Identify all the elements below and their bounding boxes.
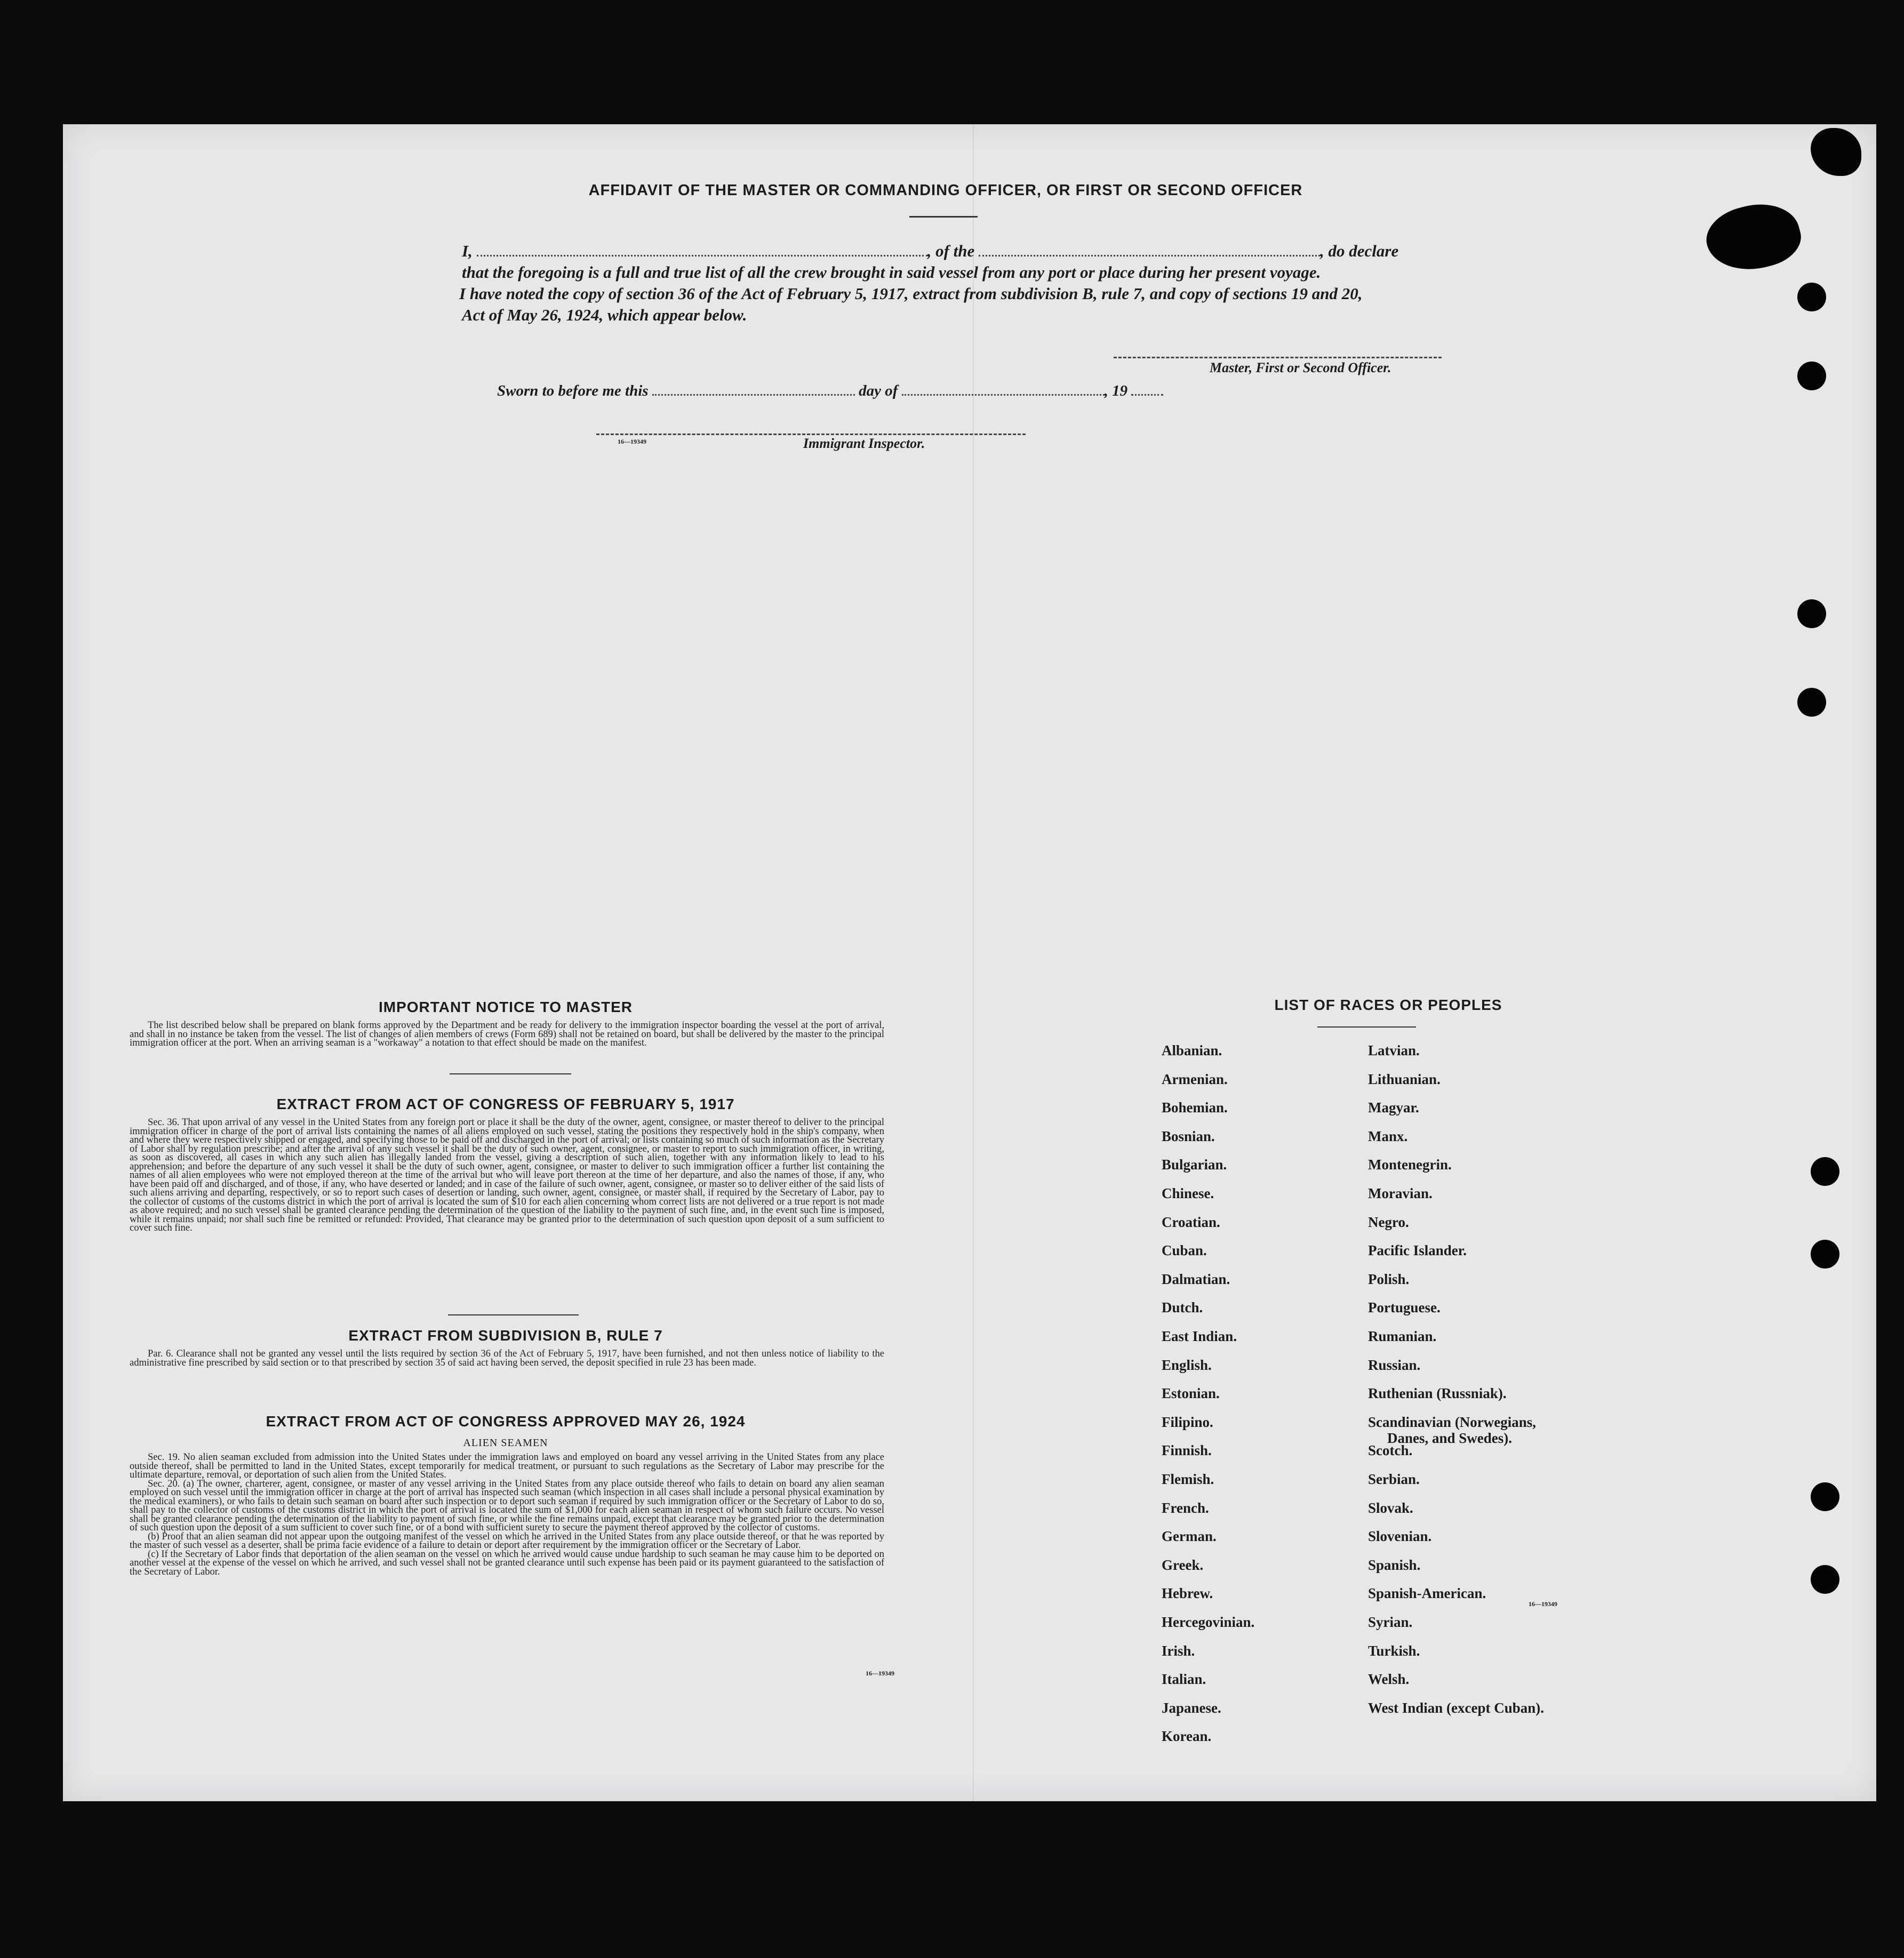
race-item: Ruthenian (Russniak). [1368, 1385, 1507, 1402]
race-item: Magyar. [1368, 1100, 1419, 1116]
binder-hole [1811, 1565, 1839, 1594]
race-item: Dalmatian. [1162, 1271, 1230, 1287]
race-item: Dutch. [1162, 1299, 1203, 1316]
alien-seamen-subtitle: ALIEN SEAMEN [463, 1437, 548, 1449]
center-fold [973, 124, 974, 1801]
race-item: Chinese. [1162, 1185, 1214, 1201]
signature-line[interactable] [1114, 357, 1442, 358]
binder-hole [1811, 1482, 1839, 1511]
race-item: Montenegrin. [1368, 1157, 1452, 1173]
race-item: Serbian. [1368, 1471, 1420, 1487]
race-item: Hebrew. [1162, 1585, 1213, 1602]
race-item: Pacific Islander. [1368, 1242, 1467, 1259]
race-item: Bosnian. [1162, 1128, 1215, 1144]
race-item: Bohemian. [1162, 1100, 1228, 1116]
race-item: Bulgarian. [1162, 1157, 1227, 1173]
affidavit-line-3: I have noted the copy of section 36 of the Act of February 5, 1917, extract from subdivision B, rule 7, and copy of sections 19 and 20, [459, 284, 1363, 303]
binder-hole [1811, 1240, 1839, 1269]
race-item: Syrian. [1368, 1614, 1413, 1630]
race-item: Spanish-American. [1368, 1585, 1486, 1602]
affidavit-i: I, [462, 242, 473, 260]
extract-1917-title: EXTRACT FROM ACT OF CONGRESS OF FEBRUARY 5, 1917 [276, 1096, 735, 1112]
race-item: Turkish. [1368, 1642, 1420, 1659]
extract-1924-title: EXTRACT FROM ACT OF CONGRESS APPROVED MAY 26, 1924 [266, 1413, 746, 1430]
section-20b-paragraph: (b) Proof that an alien seaman did not appear upon the outgoing manifest of the vessel on which he arrived in the United States from any place outside thereof, or that he was reported by the master of such vessel as a deserter, shall be prima facie evidence of a failure to detain or deport after requirement by the immigration officer or the Secretary of Labor. [130, 1531, 884, 1551]
races-title: LIST OF RACES OR PEOPLES [1274, 997, 1502, 1013]
race-item: Scotch. [1368, 1442, 1413, 1459]
race-item: Estonian. [1162, 1385, 1220, 1402]
document-page [63, 124, 1876, 1801]
race-item: East Indian. [1162, 1328, 1237, 1344]
binder-hole [1797, 688, 1826, 717]
rule-7-paragraph: Par. 6. Clearance shall not be granted any vessel until the lists required by section 36 of the Act of February 5, 1917, have been furnished, and not then unless notice of liability to the administrative fine prescribed by said section or to that prescribed by section 35 of said act having been served, the deposit specified in rule 23 has been made. [130, 1349, 884, 1368]
race-item: Rumanian. [1368, 1328, 1437, 1344]
race-item: Flemish. [1162, 1471, 1214, 1487]
races-form-number: 16—19349 [1529, 1600, 1557, 1608]
affidavit-of-the: , of the [927, 242, 975, 260]
extract-1917-rule [448, 1314, 579, 1315]
extract-1917-body [130, 1118, 884, 1233]
race-item: Finnish. [1162, 1442, 1212, 1459]
sworn-start: Sworn to before me this [497, 382, 649, 399]
race-item: Negro. [1368, 1214, 1409, 1230]
binder-hole [1797, 283, 1826, 311]
race-item: English. [1162, 1357, 1212, 1373]
race-item: Filipino. [1162, 1414, 1213, 1430]
race-item: Danes, and Swedes). [1387, 1430, 1513, 1446]
section-36-paragraph: Sec. 36. That upon arrival of any vessel in the United States from any foreign port or place it shall be the duty of the owner, agent, consignee, or master thereof to deliver to the principal immigration officer in charge of the port of arrival lists containing the names of all aliens employed on such vessel, stating the positions they respectively hold in the ship's company, when and where they were respectively shipped or engaged, and specifying those to be paid off and discharged in the port of arrival; or lists containing so much of such information as the Secretary of Labor shall by regulation prescribe; and after the arrival of any such vessel it shall be the duty of such owner, agent, consignee, or master to report to such immigration officer, in writing, as soon as discovered, all cases in which any such alien has illegally landed from the vessel, giving a description of such alien, together with any information likely to lead to his apprehension; and before the departure of any such vessel it shall be the duty of such owner, agent, consignee, or master to deliver to such immigration officer a further list containing the names of all alien employees who were not employed thereon at the time of the arrival but who will leave port thereon at the time of her departure, and also the names of those, if any, who have been paid off and discharged, and of those, if any, who have deserted or landed; and in case of the failure of such owner, agent, consignee, or master so to deliver either of the said lists of such aliens arriving and departing, respectively, or so to report such cases of desertion or landing, such owner, agent, consignee, or master shall, if required by the Secretary of Labor, pay to the collector of customs of the customs district in which the port of arrival is located the sum of $10 for each alien concerning whom correct lists are not delivered or a true report is not made as above required; and no such vessel shall be granted clearance pending the determination of the question of the liability to the payment of such fine, and, in the event such fine is imposed, while it remains unpaid; nor shall such fine be remitted or refunded: Provided, That clearance may be granted prior to the determination of such question upon deposit of a sum sufficient to cover such fine. [130, 1117, 884, 1233]
race-item: Scandinavian (Norwegians, [1368, 1414, 1537, 1430]
affidavit-form-number: 16—19349 [618, 438, 646, 445]
race-item: West Indian (except Cuban). [1368, 1699, 1545, 1716]
race-item: Hercegovinian. [1162, 1614, 1255, 1630]
sworn-line [497, 382, 1163, 400]
rule-7-body [130, 1350, 884, 1367]
race-item: Slovenian. [1368, 1528, 1432, 1545]
race-item: Polish. [1368, 1271, 1410, 1287]
race-item: Manx. [1368, 1128, 1408, 1144]
notice-title: IMPORTANT NOTICE TO MASTER [378, 999, 633, 1015]
race-item: Slovak. [1368, 1499, 1413, 1516]
signature-label: Master, First or Second Officer. [1210, 360, 1391, 375]
affidavit-title: AFFIDAVIT OF THE MASTER OR COMMANDING OFFICER, OR FIRST OR SECOND OFFICER [588, 182, 1303, 199]
affidavit-line-2: that the foregoing is a full and true list of all the crew brought in said vessel from any port or place during her present voyage. [462, 263, 1321, 282]
affidavit-declare: , do declare [1320, 242, 1399, 260]
race-item: Greek. [1162, 1556, 1204, 1573]
race-item: Moravian. [1368, 1185, 1433, 1201]
month-blank[interactable] [902, 394, 1105, 396]
race-item: French. [1162, 1499, 1209, 1516]
binder-hole [1797, 599, 1826, 628]
inspector-line[interactable] [596, 434, 1026, 435]
race-item: Lithuanian. [1368, 1071, 1441, 1087]
rule-7-title: EXTRACT FROM SUBDIVISION B, RULE 7 [348, 1327, 663, 1344]
day-blank[interactable] [652, 394, 855, 396]
race-item: Croatian. [1162, 1214, 1220, 1230]
races-rule [1317, 1026, 1416, 1028]
notice-body [130, 1021, 884, 1048]
title-rule [909, 216, 978, 218]
affidavit-line-4: Act of May 26, 1924, which appear below. [462, 306, 747, 324]
race-item: German. [1162, 1528, 1217, 1545]
extract-1924-body [130, 1453, 884, 1576]
notice-rule [450, 1073, 571, 1074]
sworn-day: day of [859, 382, 898, 399]
race-item: Japanese. [1162, 1699, 1221, 1716]
race-item: Portuguese. [1368, 1299, 1441, 1316]
inspector-label: Immigrant Inspector. [803, 436, 925, 451]
binder-hole [1797, 362, 1826, 390]
race-item: Latvian. [1368, 1042, 1420, 1058]
race-item: Spanish. [1368, 1556, 1421, 1573]
race-item: Cuban. [1162, 1242, 1207, 1259]
extract-1924-form-number: 16—19349 [866, 1670, 894, 1677]
race-item: Welsh. [1368, 1671, 1410, 1688]
race-item: Albanian. [1162, 1042, 1222, 1058]
race-item: Armenian. [1162, 1071, 1228, 1087]
section-20c-paragraph: (c) If the Secretary of Labor finds that deportation of the alien seaman on the vessel on which he arrived would cause undue hardship to such seaman he may cause him to be deported on another vessel at the expense of the vessel on which he arrived, and such vessel shall not be granted clearance until such expense has been paid or its payment guaranteed to the satisfaction of the Secretary of Labor. [130, 1548, 884, 1577]
race-item: Korean. [1162, 1728, 1212, 1745]
section-20a-paragraph: Sec. 20. (a) The owner, charterer, agent, consignee, or master of any vessel arriving in the United States from any place outside thereof who fails to detain on board any alien seaman employed on such vessel until the immigration officer in charge at the port of arrival has inspected such seaman (which inspection in all cases shall include a personal physical examination by the medical examiners), or who fails to detain such seaman on board after such inspection or to deport such seaman if required by such immigration officer or the Secretary of Labor to do so, shall pay to the collector of customs of the customs district in which the port of arrival is located the sum of $1,000 for each alien seaman in respect of whom such failure occurs. No vessel shall be granted clearance pending the determination of the liability to payment of such fine, or while the fine remains unpaid, except that clearance may be granted prior to the determination of such question upon the deposit of a sum sufficient to cover such fine, or of a bond with sufficient surety to secure the payment thereof approved by the collector of customs. [130, 1478, 884, 1533]
binder-hole [1811, 1157, 1839, 1186]
affidavit-line-1 [462, 242, 1523, 261]
race-item: Russian. [1368, 1357, 1421, 1373]
name-blank[interactable] [477, 255, 927, 256]
year-blank[interactable] [1131, 394, 1163, 396]
race-item: Irish. [1162, 1642, 1195, 1659]
section-19-paragraph: Sec. 19. No alien seaman excluded from admission into the United States under the immigration laws and employed on board any vessel arriving in the United States from any place outside thereof, shall be permitted to land in the United States, except temporarily for medical treatment, or pursuant to such regulations as the Secretary of Labor may prescribe for the ultimate departure, removal, or deportation of such alien from the United States. [130, 1452, 884, 1480]
notice-paragraph: The list described below shall be prepared on blank forms approved by the Department and be ready for delivery to the immigration inspector boarding the vessel at the port of arrival, and shall in no instance be taken from the vessel. The list of changes of alien members of crews (Form 689) shall not be retained on board, but shall be delivered by the master to the principal immigration officer at the port. When an arriving seaman is a "workaway" a notation to that effect should be made on the manifest. [130, 1020, 884, 1048]
vessel-blank[interactable] [979, 255, 1320, 256]
race-item: Italian. [1162, 1671, 1206, 1688]
sworn-year: , 19 [1104, 382, 1128, 399]
